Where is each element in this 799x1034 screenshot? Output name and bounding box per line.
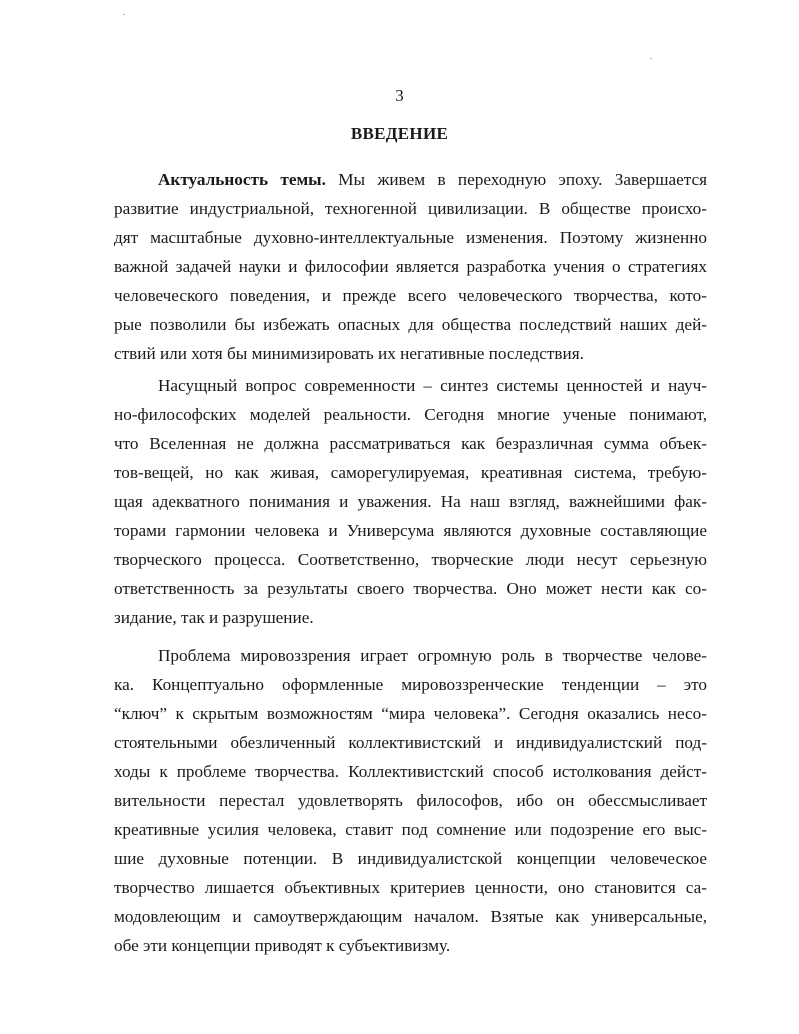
text-line: творческого процесса. Соответственно, творческие люди несут серьезную	[114, 550, 707, 569]
paragraph-lead: Актуальность темы.	[158, 170, 326, 189]
text-line: обе эти концепции приводят к субъективизму.	[114, 936, 451, 955]
text-line: вительности перестал удовлетворять философов, ибо он обессмысливает	[114, 791, 707, 810]
text-line: ответственность за результаты своего творчества. Оно может нести как со-	[114, 579, 707, 598]
text-line: ходы к проблеме творчества. Коллективистский способ истолкования дейст-	[114, 762, 707, 781]
text-line: тов-вещей, но как живая, саморегулируемая, креативная система, требую-	[114, 463, 707, 482]
text-line: шие духовные потенции. В индивидуалистской концепции человеческое	[114, 849, 707, 868]
text-line: ка. Концептуально оформленные мировоззренческие тенденции – это	[114, 675, 707, 694]
text-line: творчество лишается объективных критериев ценности, оно становится са-	[114, 878, 707, 897]
text-line: важной задачей науки и философии является разработка учения о стратегиях	[114, 257, 707, 276]
text-line: развитие индустриальной, техногенной цивилизации. В обществе происхо-	[114, 199, 707, 218]
text-line: но-философских моделей реальности. Сегодня многие ученые понимают,	[114, 405, 707, 424]
section-heading: ВВЕДЕНИЕ	[350, 124, 449, 143]
text-line: ствий или хотя бы минимизировать их негативные последствия.	[114, 344, 584, 363]
text-line: Насущный вопрос современности – синтез системы ценностей и науч-	[158, 376, 707, 395]
text-line: щая адекватного понимания и уважения. На наш взгляд, важнейшими фак-	[114, 492, 707, 511]
text-line: “ключ” к скрытым возможностям “мира человека”. Сегодня оказались несо-	[114, 704, 707, 723]
scan-speck	[650, 58, 652, 59]
text-line: дят масштабные духовно-интеллектуальные изменения. Поэтому жизненно	[114, 228, 707, 247]
text-line: Проблема мировоззрения играет огромную роль в творчестве челове-	[158, 646, 707, 665]
page-number: 3	[395, 86, 404, 105]
text-line: стоятельными обезличенный коллективистский и индивидуалистский под-	[114, 733, 707, 752]
text-line: креативные усилия человека, ставит под сомнение или подозрение его выс-	[114, 820, 707, 839]
text-line: зидание, так и разрушение.	[114, 608, 314, 627]
text-line: модовлеющим и самоутверждающим началом. Взятые как универсальные,	[114, 907, 707, 926]
text-line: что Вселенная не должна рассматриваться как безразличная сумма объек-	[114, 434, 707, 453]
scan-speck	[123, 14, 125, 15]
text-line: рые позволили бы избежать опасных для общества последствий наших дей-	[114, 315, 707, 334]
text-line: торами гармонии человека и Универсума являются духовные составляющие	[114, 521, 707, 540]
text-line: человеческого поведения, и прежде всего человеческого творчества, кото-	[114, 286, 707, 305]
text-line: Актуальность темы. Мы живем в переходную эпоху. Завершается	[158, 170, 707, 189]
